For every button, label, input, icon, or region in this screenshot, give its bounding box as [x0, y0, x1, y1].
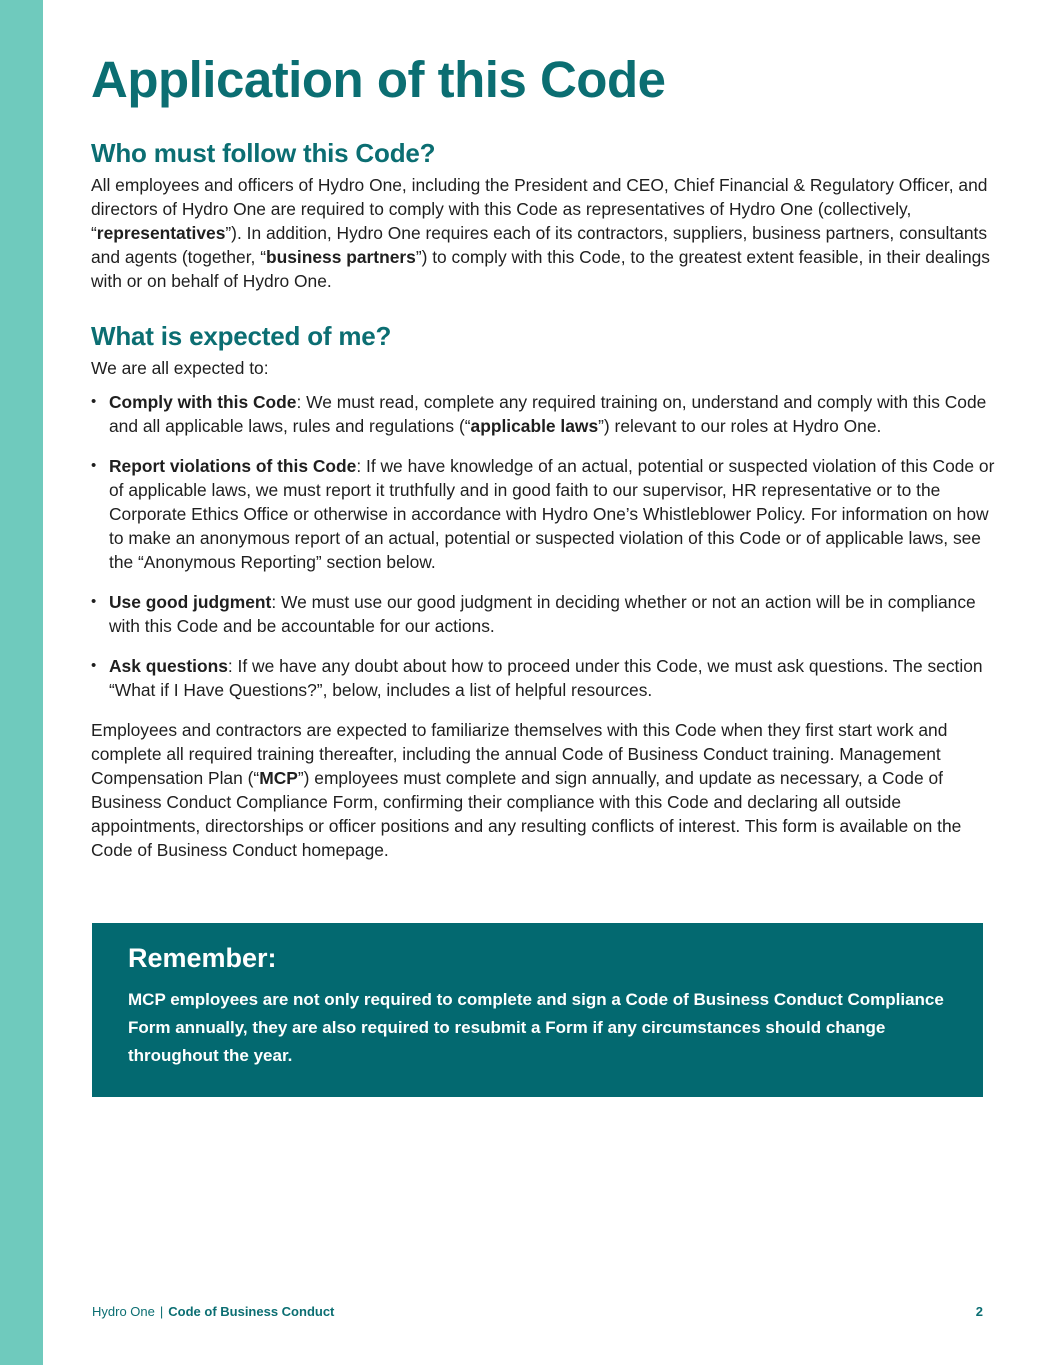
list-item-term: Ask questions: [109, 656, 228, 676]
remember-callout: [92, 923, 983, 1097]
list-item-term: Use good judgment: [109, 592, 272, 612]
term-representatives: representatives: [96, 223, 226, 243]
term-mcp: MCP: [259, 768, 298, 788]
side-color-band: [0, 0, 43, 1365]
main-content: [91, 48, 1001, 862]
expectations-list: [91, 390, 1001, 702]
list-item-judgment: [91, 590, 1001, 638]
page-number: 2: [975, 1304, 983, 1319]
remember-title: Remember:: [128, 943, 277, 973]
list-item-term: Report violations of this Code: [109, 456, 357, 476]
list-item-questions: [91, 654, 1001, 702]
term-business-partners: business partners: [266, 247, 416, 267]
remember-body: MCP employees are not only required to complete and sign a Code of Business Conduct Compliance Form annually, they are also required to resubmit a Form if any circumstances should change throughout the year.: [128, 990, 944, 1065]
who-text-2: ”). In addition, Hydro One requires each of its contractors, suppliers, business partners, consultants and agents (together, “: [91, 223, 988, 267]
footer-separator: |: [159, 1304, 164, 1319]
page-title: Application of this Code: [91, 51, 666, 108]
page-footer: [92, 1303, 983, 1321]
list-item-term: Comply with this Code: [109, 392, 297, 412]
closing-text-2: ”) employees must complete and sign annually, and update as necessary, a Code of Business Conduct Compliance Form, confirming their compliance with this Code and declaring all outside appointments, directorships or officer positions and any resulting conflicts of interest. This form is available on the Code of Business Conduct homepage.: [91, 768, 962, 860]
list-item-text: : We must use our good judgment in deciding whether or not an action will be in compliance with this Code and be accountable for our actions.: [109, 592, 976, 636]
who-paragraph: [91, 173, 1001, 293]
list-item-text-end: ”) relevant to our roles at Hydro One.: [598, 416, 882, 436]
footer-org: Hydro One: [92, 1304, 155, 1319]
closing-text-1: Employees and contractors are expected to familiarize themselves with this Code when they first start work and complete all required training thereafter, including the annual Code of Business Conduct training. Management Compensation Plan (“: [91, 720, 948, 788]
expectations-intro: We are all expected to:: [91, 358, 269, 378]
closing-paragraph: [91, 718, 1001, 862]
term-applicable-laws: applicable laws: [470, 416, 599, 436]
list-item-text: : If we have knowledge of an actual, potential or suspected violation of this Code or of applicable laws, we must report it truthfully and in good faith to our supervisor, HR representative or to the Corporate Ethics Office or otherwise in accordance with Hydro One’s Whistleblower Policy. For information on how to make an anonymous report of an actual, potential or suspected violation of this Code or of applicable laws, see the “Anonymous Reporting” section below.: [109, 456, 995, 572]
who-text-1: All employees and officers of Hydro One, including the President and CEO, Chief Financial & Regulatory Officer, and directors of Hydro One are required to comply with this Code as representatives of Hydro One (collectively, “: [91, 175, 988, 243]
who-text-3: ”) to comply with this Code, to the greatest extent feasible, in their dealings with or on behalf of Hydro One.: [91, 247, 991, 291]
section-heading-who: Who must follow this Code?: [91, 138, 436, 168]
footer-doc-title: Code of Business Conduct: [168, 1304, 335, 1319]
list-item-text: : We must read, complete any required training on, understand and comply with this Code and all applicable laws, rules and regulations (“: [109, 392, 987, 436]
list-item-report: [91, 454, 1001, 574]
list-item-comply: [91, 390, 1001, 438]
list-item-text: : If we have any doubt about how to proceed under this Code, we must ask questions. The section “What if I Have Questions?”, below, includes a list of helpful resources.: [109, 656, 983, 700]
section-heading-what: What is expected of me?: [91, 321, 392, 351]
